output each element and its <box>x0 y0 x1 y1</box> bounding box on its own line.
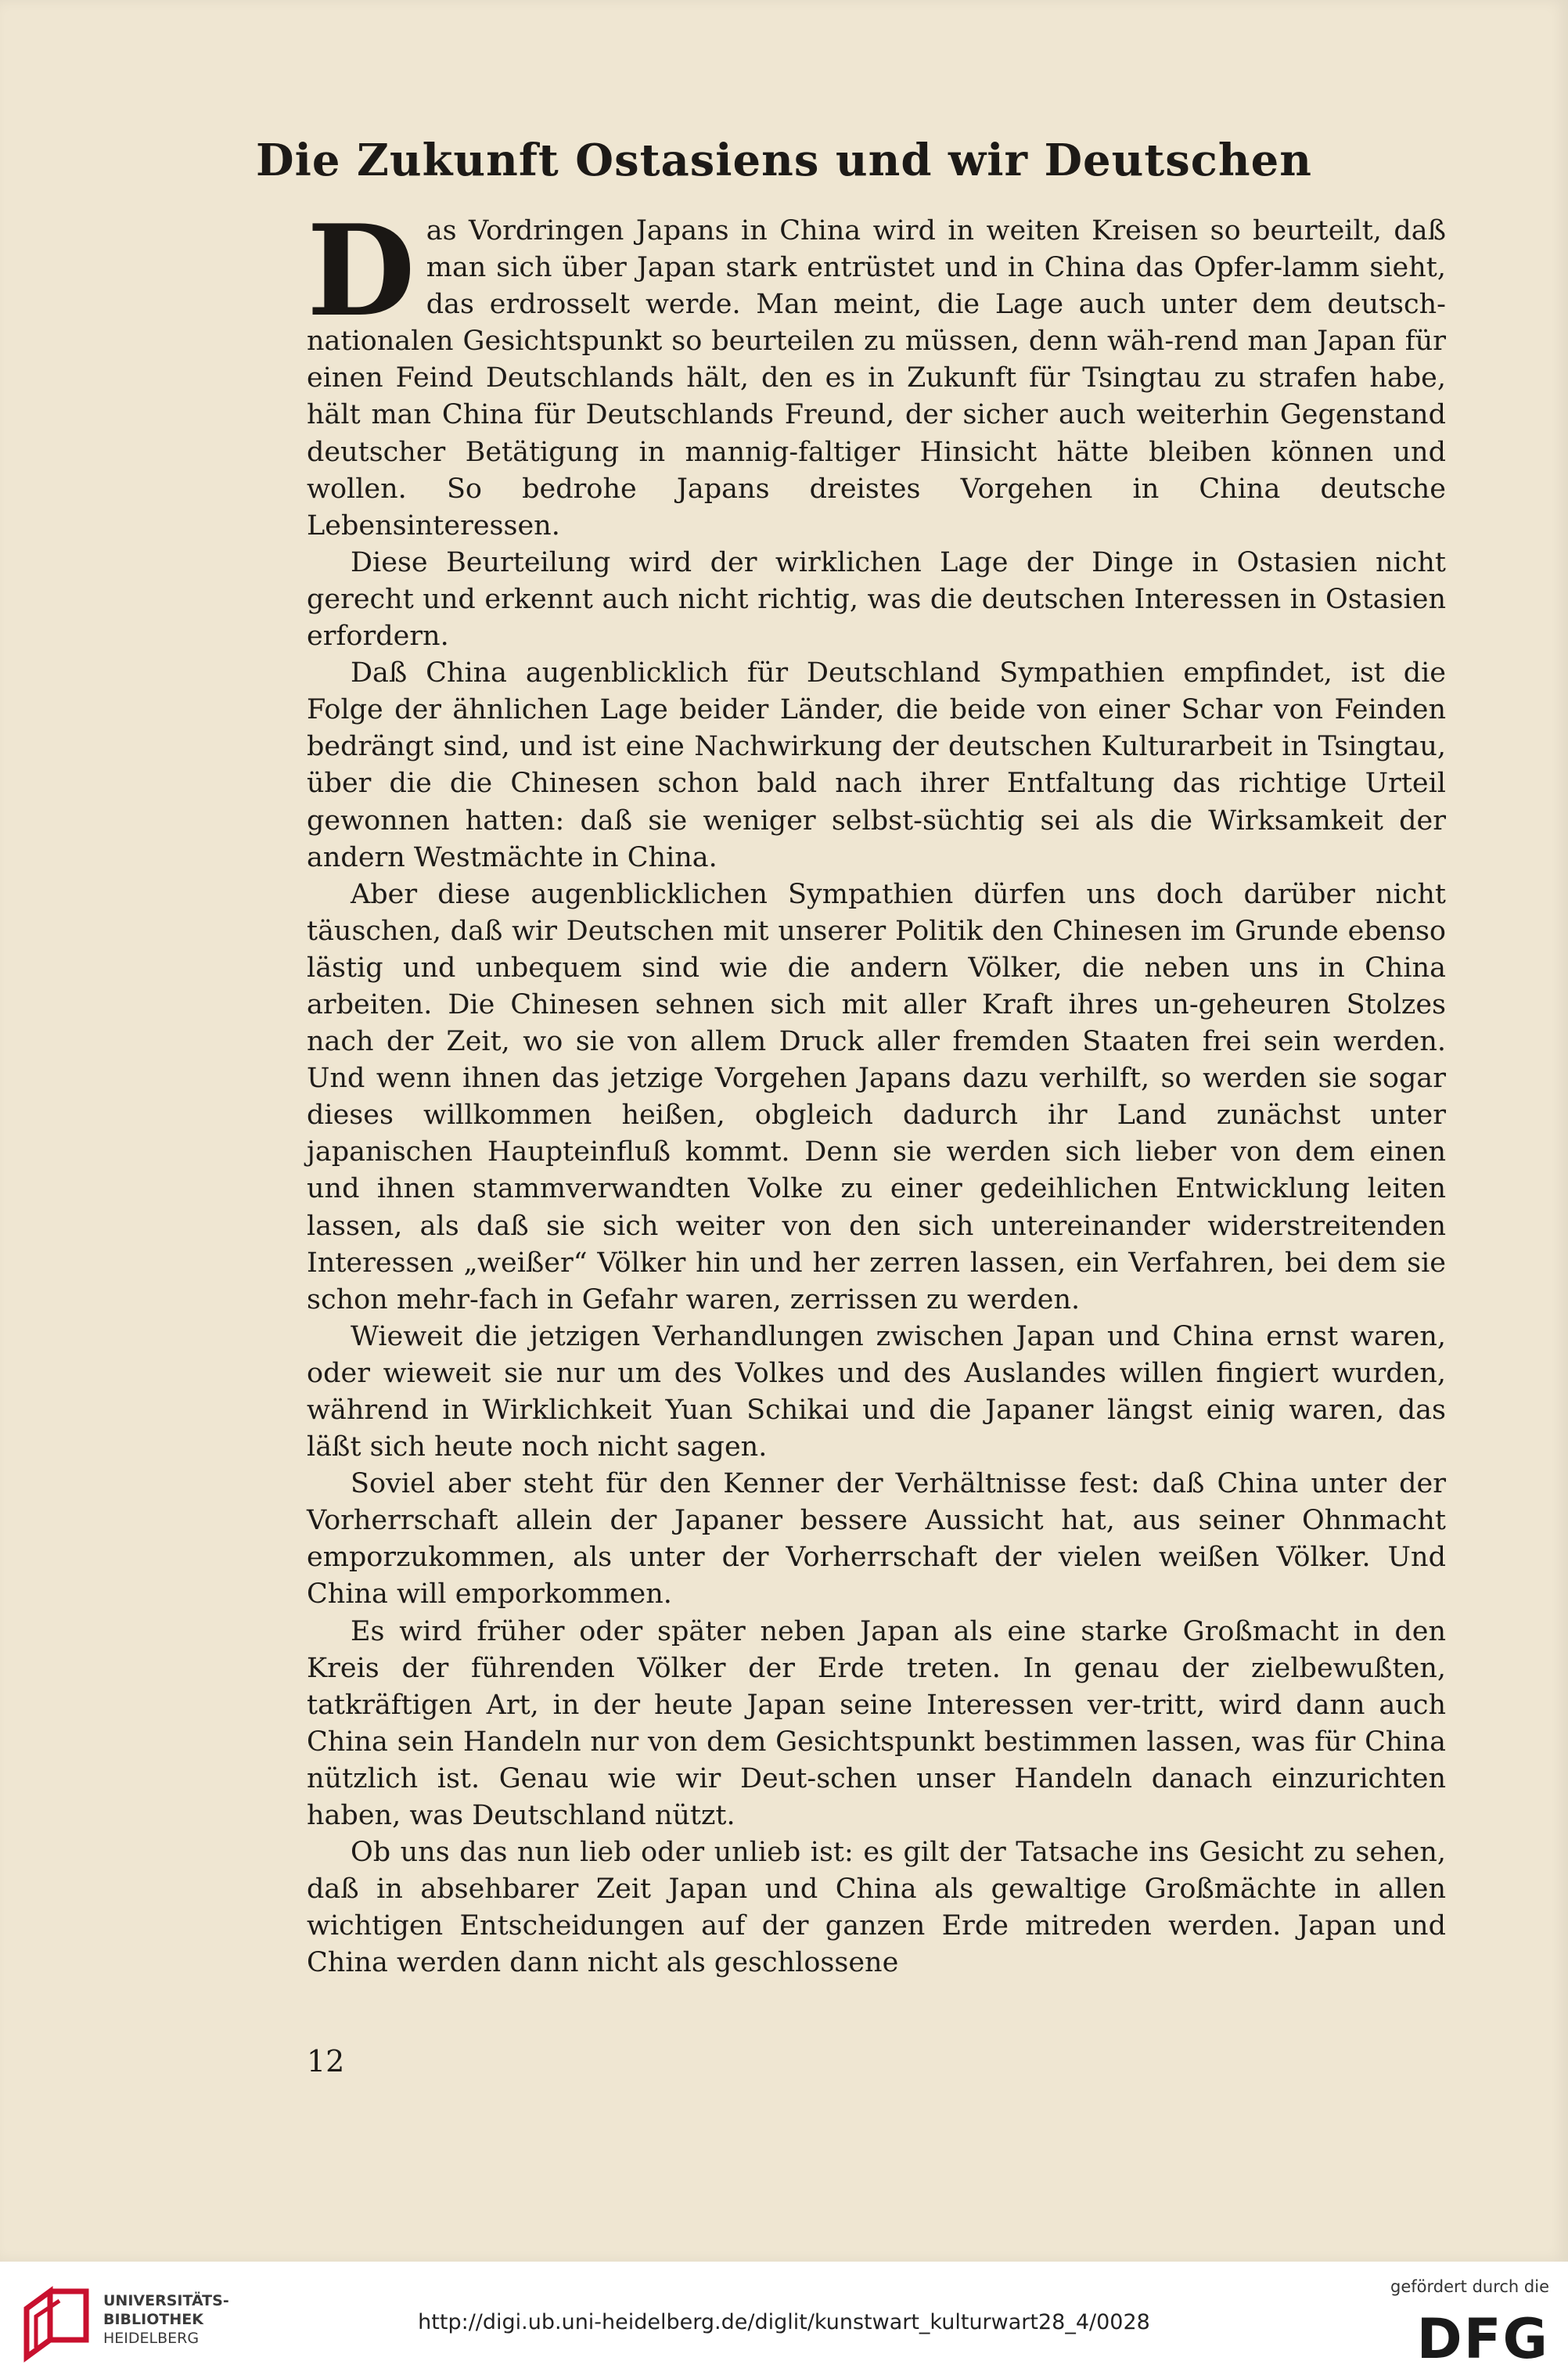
paragraph-1 <box>307 197 1446 545</box>
paragraph: Daß China augenblicklich für Deutschland Sympathien empfindet, ist die Folge der ähnlichen Lage beider Länder, die beide von einer Schar von Feinden bedrängt sind, und ist eine Nachwirkung der deutschen Kulturarbeit in Tsingtau, über die die Chinesen schon bald nach ihrer Entfaltung das richtige Urteil gewonnen hatten: daß sie weniger selbst-süchtig sei als die Wirksamkeit der andern Westmächte in China. <box>307 657 1446 873</box>
permalink-url[interactable] <box>0 2310 1568 2334</box>
paragraph: Diese Beurteilung wird der wirklichen Lage der Dinge in Ostasien nicht gerecht und erkennt auch nicht richtig, was die deutschen Interessen in Ostasien erfordern. <box>307 546 1446 653</box>
page-number: 12 <box>307 2044 345 2078</box>
library-name[interactable]: UNIVERSITÄTS- BIBLIOTHEK HEIDELBERG <box>103 2292 229 2347</box>
paragraph-1-text: as Vordringen Japans in China wird in weiten Kreisen so beurteilt, daß man sich über Japan stark entrüstet und in China das Opfer-lamm sieht, das erdrosselt werde. Man meint, die Lage auch unter dem deutsch-nationalen Gesichtspunkt so beurteilen zu müssen, denn wäh-rend man Japan für einen Feind Deutschlands hält, den es in Zukunft für Tsingtau zu strafen habe, hält man China für Deutschlands Freund, der sicher auch weiterhin Gegenstand deutscher Betätigung in mannig-faltiger Hinsicht hätte bleiben können und wollen. So bedrohe Japans dreistes Vorgehen in China deutsche Lebensinteressen. <box>307 215 1446 542</box>
paragraph: Ob uns das nun lieb oder unlieb ist: es gilt der Tatsache ins Gesicht zu sehen, daß in absehbarer Zeit Japan und China als gewaltige Großmächte in allen wichtigen Entscheidungen auf der ganzen Erde mitreden werden. Japan und China werden dann nicht als geschlossene <box>307 1837 1446 1979</box>
funding-caption: gefördert durch die <box>1390 2277 1549 2296</box>
dfg-logo-icon[interactable]: DFG <box>1416 2307 1549 2371</box>
permalink-text[interactable]: http://digi.ub.uni-heidelberg.de/diglit/kunstwart_kulturwart28_4/0028 <box>413 2309 1155 2336</box>
viewer-footer <box>0 2262 1568 2379</box>
paragraph: Es wird früher oder später neben Japan als eine starke Großmacht in den Kreis der führenden Völker der Erde treten. In genau der zielbewußten, tatkräftigen Art, in der heute Japan seine Interessen ver-tritt, wird dann auch China sein Handeln nur von dem Gesichtspunkt bestimmen lassen, was für China nützlich ist. Genau wie wir Deut-schen unser Handeln danach einzurichten haben, was Deutschland nützt. <box>307 1615 1446 1832</box>
article-title: Die Zukunft Ostasiens und wir Deutschen <box>256 135 1312 186</box>
paragraph: Wieweit die jetzigen Verhandlungen zwischen Japan und China ernst waren, oder wieweit sie nur um des Volkes und des Auslandes willen fingiert wurden, während in Wirklichkeit Yuan Schikai und die Japaner längst einig waren, das läßt sich heute noch nicht sagen. <box>307 1320 1446 1463</box>
drop-cap: D <box>307 197 415 344</box>
article-body <box>307 197 1446 1982</box>
paragraph: Aber diese augenblicklichen Sympathien dürfen uns doch darüber nicht täuschen, daß wir Deutschen mit unserer Politik den Chinesen im Grunde ebenso lästig und unbequem sind wie die andern Völker, die neben uns in China arbeiten. Die Chinesen sehnen sich mit aller Kraft ihres un-geheuren Stolzes nach der Zeit, wo sie von allem Druck aller fremden Staaten frei sein werden. Und wenn ihnen das jetzige Vorgehen Japans dazu verhilft, so werden sie sogar dieses willkommen heißen, obgleich dadurch ihr Land zunächst unter japanischen Haupteinfluß kommt. Denn sie werden sich lieber von dem einen und ihnen stammverwandten Volke zu einer gedeihlichen Entwicklung leiten lassen, als daß sie sich weiter von den sich untereinander widerstreitenden Interessen „weißer“ Völker hin und her zerren lassen, ein Verfahren, bei dem sie schon mehr-fach in Gefahr waren, zerrissen zu werden. <box>307 878 1446 1315</box>
paragraph: Soviel aber steht für den Kenner der Verhältnisse fest: daß China unter der Vorherrschaft allein der Japaner bessere Aussicht hat, aus seiner Ohnmacht emporzukommen, als unter der Vorherrschaft der vielen weißen Völker. Und China will emporkommen. <box>307 1468 1446 1611</box>
